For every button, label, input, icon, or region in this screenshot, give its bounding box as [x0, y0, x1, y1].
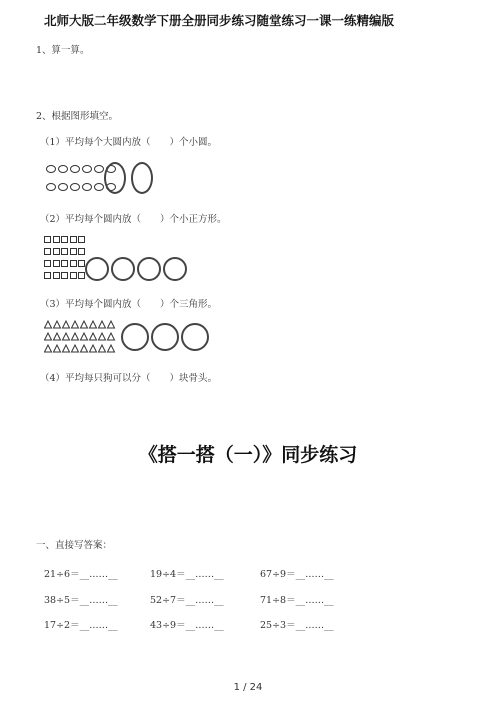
small-square — [53, 260, 60, 267]
square-row — [44, 260, 85, 267]
small-square — [53, 248, 60, 255]
triangle — [90, 333, 97, 340]
triangle — [54, 321, 61, 328]
lesson-title: 《搭一搭（一）》同步练习 — [138, 444, 358, 466]
triangle — [45, 333, 52, 340]
triangle — [81, 321, 88, 328]
document-header: 北师大版二年级数学下册全册同步练习随堂练习一课一练精编版 — [44, 13, 395, 28]
small-circle — [58, 165, 68, 173]
small-circle — [58, 183, 68, 191]
triangle — [54, 333, 61, 340]
square-row — [44, 236, 85, 243]
small-square — [70, 236, 77, 243]
small-circle — [94, 165, 104, 173]
division-problem: 52÷7＝__……__ — [150, 595, 224, 606]
triangle — [72, 333, 79, 340]
small-square — [61, 236, 68, 243]
triangle — [45, 321, 52, 328]
triangle — [63, 321, 70, 328]
question-2: （2）平均每个圆内放（ ）个小正方形。 — [40, 214, 227, 225]
triangle — [99, 321, 106, 328]
small-square — [70, 260, 77, 267]
small-square — [78, 260, 85, 267]
question-4: （4）平均每只狗可以分（ ）块骨头。 — [40, 373, 218, 384]
small-circle — [94, 183, 104, 191]
small-square — [44, 236, 51, 243]
section-1-label: 1、算一算。 — [36, 45, 90, 56]
big-circle — [137, 257, 161, 281]
small-square — [61, 260, 68, 267]
triangle — [108, 321, 115, 328]
triangle — [72, 345, 79, 352]
small-square — [53, 272, 60, 279]
small-circle — [82, 165, 92, 173]
small-square — [61, 248, 68, 255]
small-square — [44, 260, 51, 267]
triangle — [81, 333, 88, 340]
division-problem: 67÷9＝__……__ — [260, 569, 334, 580]
triangle — [63, 333, 70, 340]
triangle — [72, 321, 79, 328]
triangle — [108, 333, 115, 340]
small-square — [61, 272, 68, 279]
small-square — [78, 236, 85, 243]
division-problem: 38÷5＝__……__ — [44, 595, 118, 606]
big-circle — [181, 323, 209, 351]
small-square — [53, 236, 60, 243]
triangle — [45, 345, 52, 352]
small-circle — [46, 183, 56, 191]
small-circle — [82, 183, 92, 191]
small-square — [44, 272, 51, 279]
small-square — [70, 248, 77, 255]
small-circle — [70, 165, 80, 173]
triangle — [90, 321, 97, 328]
division-problem: 71÷8＝__……__ — [260, 595, 334, 606]
triangle — [54, 345, 61, 352]
triangle — [81, 345, 88, 352]
big-circle — [111, 257, 135, 281]
big-circle — [121, 323, 149, 351]
triangle — [63, 345, 70, 352]
page-number: 1 / 24 — [233, 682, 263, 693]
big-circle — [131, 162, 153, 194]
square-row — [44, 272, 85, 279]
division-problem: 17÷2＝__……__ — [44, 620, 118, 631]
triangle — [99, 333, 106, 340]
division-problem: 43÷9＝__……__ — [150, 620, 224, 631]
division-problem: 25÷3＝__……__ — [260, 620, 334, 631]
question-1: （1）平均每个大圆内放（ ）个小圆。 — [40, 137, 218, 148]
triangle — [108, 345, 115, 352]
big-circle — [104, 162, 126, 194]
big-circle — [163, 257, 187, 281]
big-circle — [151, 323, 179, 351]
section-2-label: 2、根据图形填空。 — [36, 111, 119, 122]
small-square — [78, 248, 85, 255]
small-square — [44, 248, 51, 255]
part-1-label: 一、直接写答案： — [36, 540, 113, 551]
division-problem: 21÷6＝__……__ — [44, 569, 118, 580]
triangle — [99, 345, 106, 352]
big-circle — [85, 257, 109, 281]
triangle — [90, 345, 97, 352]
division-problem: 19÷4＝__……__ — [150, 569, 224, 580]
triangles-group — [44, 320, 116, 356]
small-circle — [70, 183, 80, 191]
small-square — [70, 272, 77, 279]
question-3: （3）平均每个圆内放（ ）个三角形。 — [40, 299, 218, 310]
small-circle — [46, 165, 56, 173]
small-square — [78, 272, 85, 279]
square-row — [44, 248, 85, 255]
